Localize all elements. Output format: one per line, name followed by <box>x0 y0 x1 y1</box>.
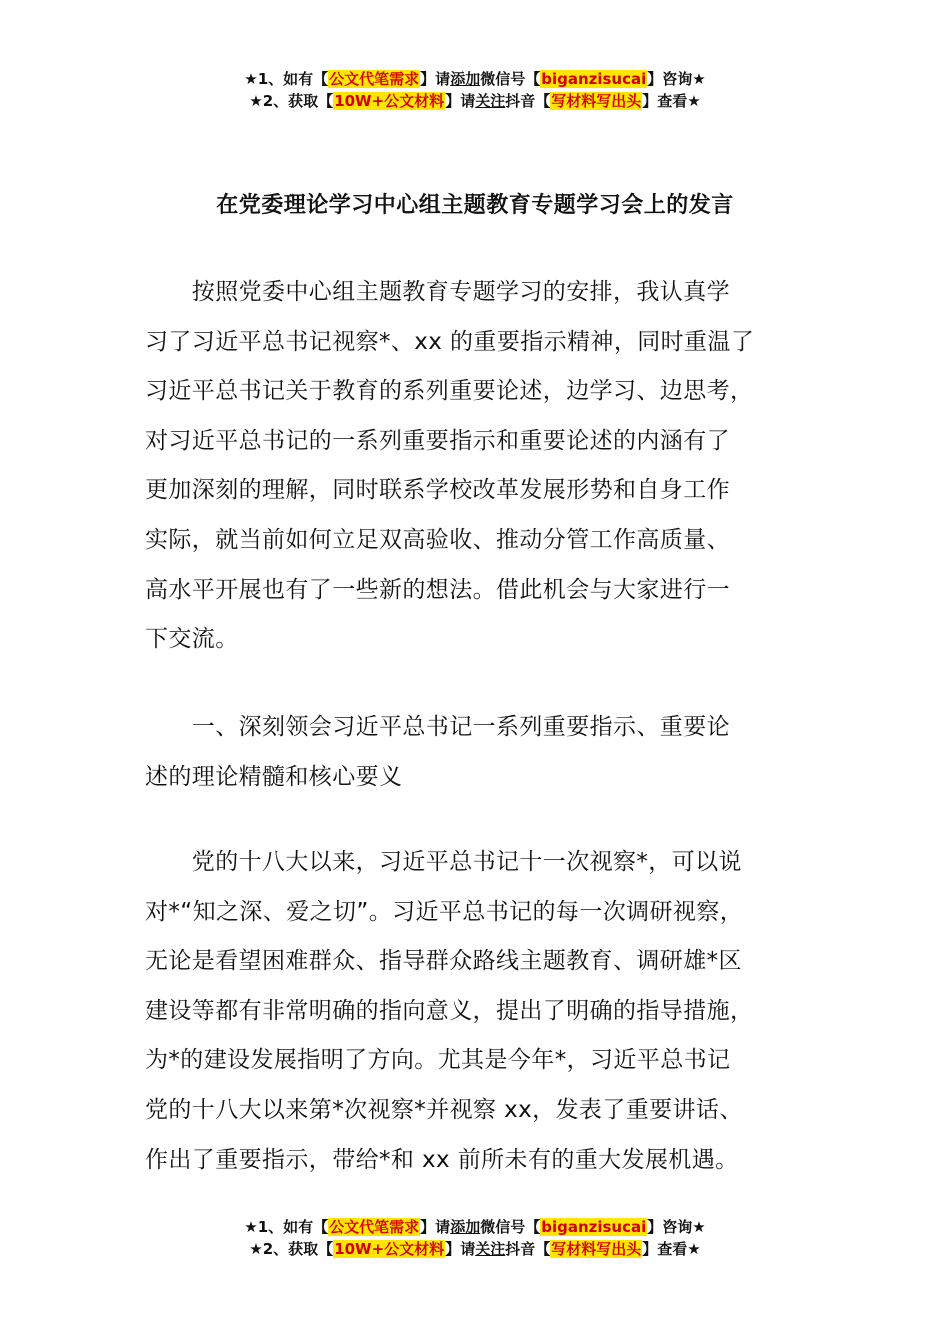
banner-text: 】查看★ <box>642 92 701 110</box>
heading-line: 述的理论精髓和核心要义 <box>145 763 403 790</box>
banner-text: ★1、如有【 <box>244 1218 329 1236</box>
text-line: 对*“知之深、爱之切”。习近平总书记的每一次调研视察， <box>145 898 744 925</box>
highlight-materials: 10W+公文材料 <box>334 1240 445 1258</box>
text-line: 为*的建设发展指明了方向。尤其是今年*，习近平总书记 <box>145 1047 731 1074</box>
paragraph-intro <box>145 268 810 665</box>
banner-text: 】请 <box>420 70 451 88</box>
text-line: 党的十八大以来第*次视察*并视察 xx，发表了重要讲话、 <box>145 1096 743 1123</box>
highlight-materials: 10W+公文材料 <box>334 92 445 110</box>
banner-line-2 <box>0 90 950 112</box>
text-line: 党的十八大以来，习近平总书记十一次视察*，可以说 <box>145 849 742 875</box>
document-title: 在党委理论学习中心组主题教育专题学习会上的发言 <box>216 193 734 218</box>
banner-line-1 <box>0 68 950 90</box>
banner-text: 微信号【 <box>480 1218 541 1236</box>
banner-text: 】请 <box>445 1240 476 1258</box>
banner-underlined-text: 关注 <box>475 1240 506 1258</box>
highlight-douyin-account: 写材料写出头 <box>551 92 642 110</box>
banner-text: ★2、获取【 <box>249 92 334 110</box>
banner-text: ★1、如有【 <box>244 70 329 88</box>
highlight-service: 公文代笔需求 <box>329 70 420 88</box>
highlight-douyin-account: 写材料写出头 <box>551 1240 642 1258</box>
text-line: 下交流。 <box>145 626 239 653</box>
banner-line-1 <box>0 1216 950 1238</box>
text-line: 习了习近平总书记视察*、xx 的重要指示精神，同时重温了 <box>145 328 755 355</box>
highlight-wechat-id: biganzisucai <box>541 70 647 88</box>
section-heading-1 <box>145 703 810 802</box>
text-line: 实际，就当前如何立足双高验收、推动分管工作高质量、 <box>145 526 730 553</box>
text-line: 建设等都有非常明确的指向意义，提出了明确的指导措施， <box>145 997 754 1024</box>
banner-text: 】请 <box>420 1218 451 1236</box>
banner-text: 】请 <box>445 92 476 110</box>
text-line: 无论是看望困难群众、指导群众路线主题教育、调研雄*区 <box>145 948 742 975</box>
banner-line-2 <box>0 1238 950 1260</box>
banner-text: 】查看★ <box>642 1240 701 1258</box>
banner-underlined-text: 添加 <box>450 70 481 88</box>
banner-text: 】咨询★ <box>647 70 706 88</box>
banner-underlined-text: 添加 <box>450 1218 481 1236</box>
highlight-wechat-id: biganzisucai <box>541 1218 647 1236</box>
banner-text: 抖音【 <box>505 92 551 110</box>
text-line: 对习近平总书记的一系列重要指示和重要论述的内涵有了 <box>145 427 730 454</box>
banner-text: 】咨询★ <box>647 1218 706 1236</box>
text-line: 作出了重要指示，带给*和 xx 前所未有的重大发展机遇。 <box>145 1146 739 1173</box>
highlight-service: 公文代笔需求 <box>329 1218 420 1236</box>
banner-text: ★2、获取【 <box>249 1240 334 1258</box>
banner-underlined-text: 关注 <box>475 92 506 110</box>
banner-text: 微信号【 <box>480 70 541 88</box>
paragraph-section-1 <box>145 838 810 1185</box>
banner-text: 抖音【 <box>505 1240 551 1258</box>
text-line: 更加深刻的理解，同时联系学校改革发展形势和自身工作 <box>145 477 730 504</box>
text-line: 习近平总书记关于教育的系列重要论述，边学习、边思考， <box>145 378 754 405</box>
footer-banner <box>0 1216 950 1260</box>
heading-line: 一、深刻领会习近平总书记一系列重要指示、重要论 <box>145 714 730 740</box>
header-banner <box>0 68 950 112</box>
text-line: 高水平开展也有了一些新的想法。借此机会与大家进行一 <box>145 576 730 603</box>
text-line: 按照党委中心组主题教育专题学习的安排，我认真学 <box>145 279 730 305</box>
